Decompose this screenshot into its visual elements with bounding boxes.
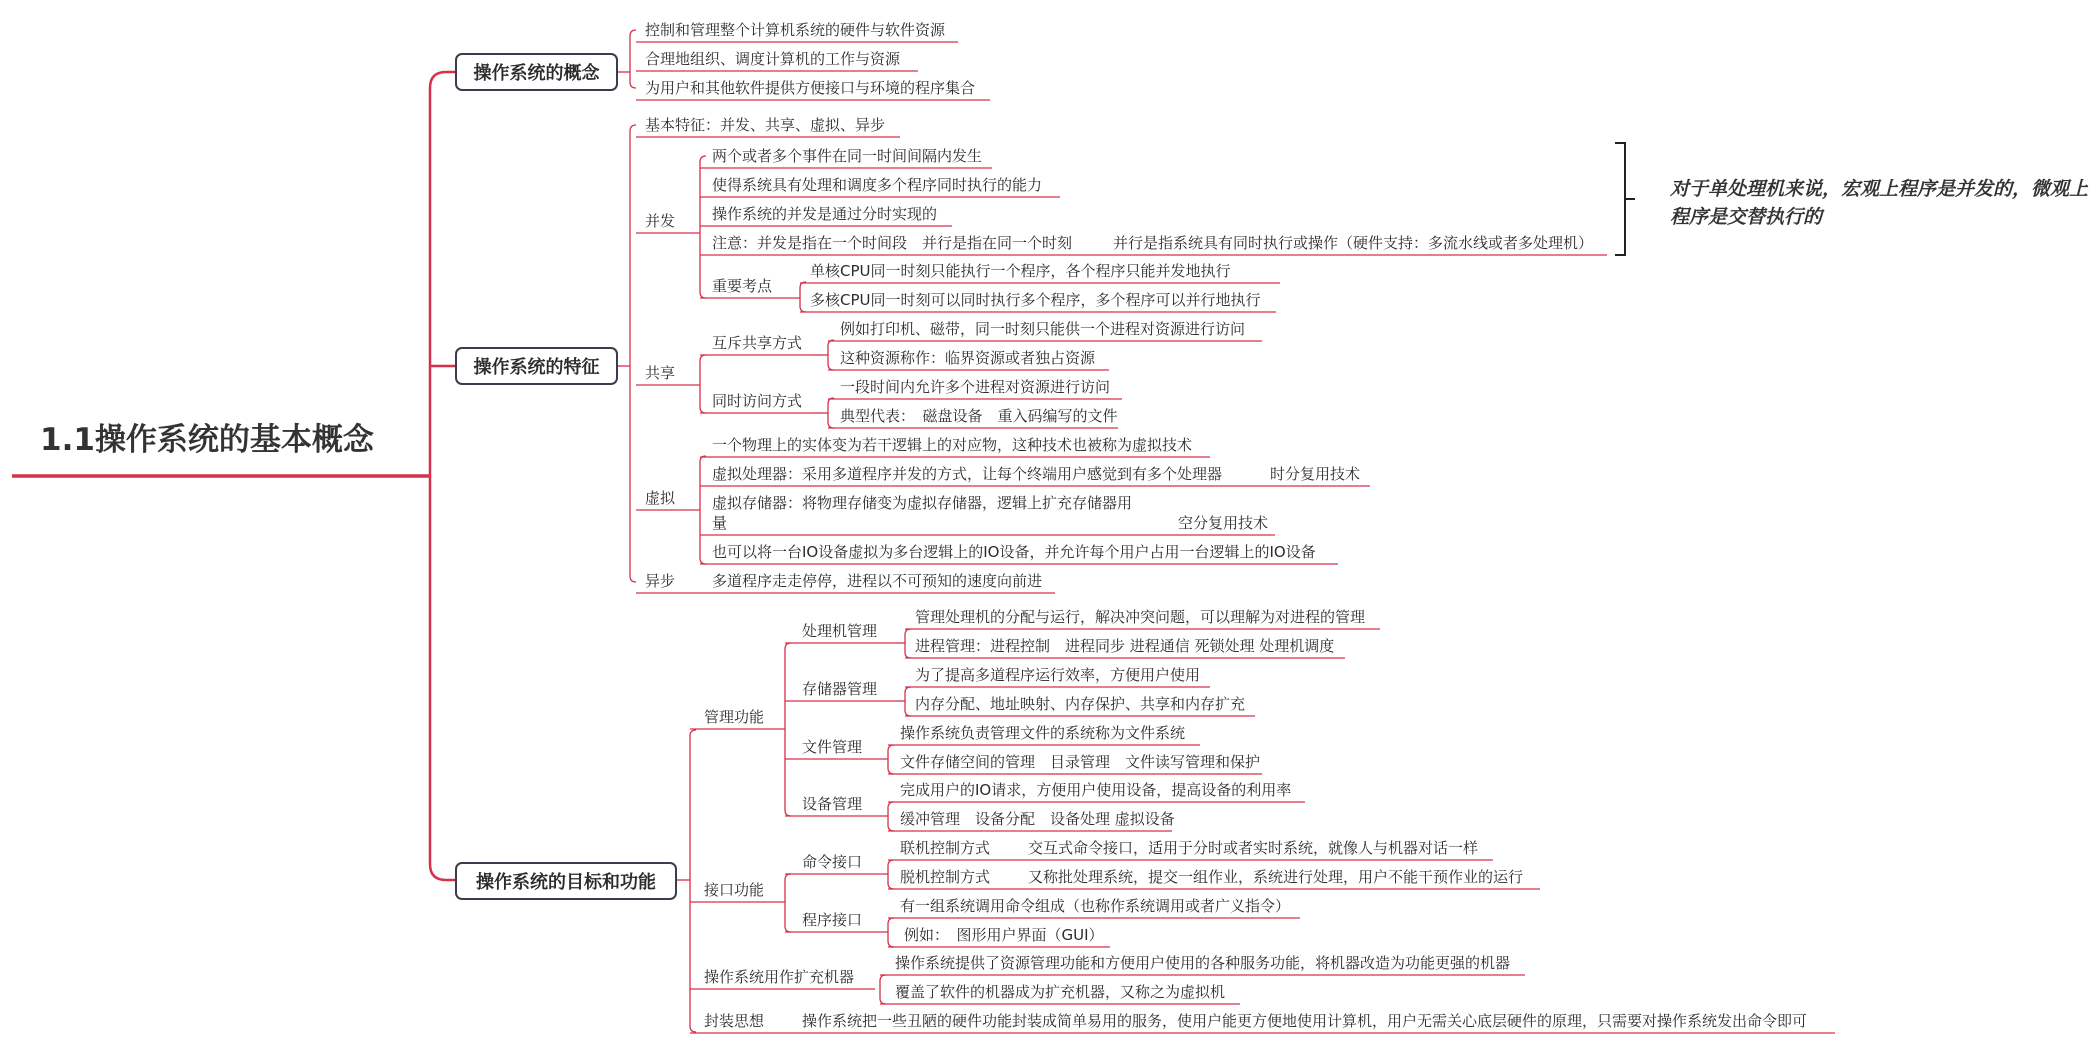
summary-annotation: 对于单处理机来说，宏观上程序是并发的，微观上程序是交替执行的 (1670, 178, 2089, 228)
label-extended-machine: 操作系统用作扩充机器 (704, 968, 855, 986)
label-command-interface: 命令接口 (802, 853, 863, 871)
virtual-processor: 虚拟处理器：采用多道程序并发的方式，让每个终端用户感觉到有多个处理器 (712, 465, 1223, 483)
label-encapsulation: 封装思想 (704, 1012, 765, 1030)
online-control-desc: 交互式命令接口，适用于分时或者实时系统，就像人与机器对话一样 (1028, 839, 1479, 857)
cpu-item: 进程管理：进程控制 进程同步 进程通信 死锁处理 处理机调度 (915, 637, 1335, 655)
file-item: 操作系统负责管理文件的系统称为文件系统 (900, 724, 1186, 742)
label-mutex-sharing: 互斥共享方式 (712, 334, 803, 352)
program-interface-item: 有一组系统调用命令组成（也称作系统调用或者广义指令） (900, 897, 1291, 915)
device-item: 完成用户的IO请求，方便用户使用设备，提高设备的利用率 (900, 781, 1292, 799)
virtual-memory-cont: 量 (712, 514, 728, 532)
label-interface: 接口功能 (704, 881, 765, 899)
topic-goals: 操作系统的目标和功能 (455, 862, 677, 900)
label-memory-management: 存储器管理 (802, 680, 878, 698)
extended-bracket (880, 975, 886, 1004)
basic-features: 基本特征：并发、共享、虚拟、异步 (645, 116, 886, 134)
concurrency-note: 注意：并发是指在一个时间段 并行是指在同一个时刻 (712, 234, 1073, 252)
interface-bracket (785, 874, 791, 932)
simultaneous-item: 一段时间内允许多个进程对资源进行访问 (840, 378, 1111, 396)
topic-features: 操作系统的特征 (455, 347, 618, 385)
concurrency-item: 两个或者多个事件在同一时间间隔内发生 (712, 147, 983, 165)
memory-bracket (905, 687, 911, 716)
summary-brace (1615, 143, 1635, 255)
extended-machine-item: 覆盖了软件的机器成为扩充机器，又称之为虚拟机 (895, 983, 1226, 1001)
concept-item: 合理地组织、调度计算机的工作与资源 (645, 50, 901, 68)
concept-item: 控制和管理整个计算机系统的硬件与软件资源 (645, 21, 946, 39)
label-concurrency: 并发 (645, 212, 676, 230)
cpu-bracket (905, 629, 911, 658)
goals-bracket (690, 730, 696, 1032)
label-key-points: 重要考点 (712, 277, 773, 295)
concept-bracket (630, 30, 636, 88)
concurrency-bracket (700, 156, 706, 298)
virtual-bracket (700, 456, 706, 564)
online-control-label: 联机控制方式 (900, 839, 991, 857)
label-program-interface: 程序接口 (802, 911, 863, 929)
mutex-item: 例如打印机、磁带，同一时刻只能供一个进程对资源进行访问 (840, 320, 1246, 338)
virtual-item: 一个物理上的实体变为若干逻辑上的对应物，这种技术也被称为虚拟技术 (712, 436, 1193, 454)
label-management: 管理功能 (704, 708, 765, 726)
memory-item: 为了提高多道程序运行效率，方便用户使用 (915, 666, 1201, 684)
file-bracket (888, 745, 894, 774)
virtual-item: 也可以将一台IO设备虚拟为多台逻辑上的IO设备，并允许每个用户占用一台逻辑上的IO设备 (712, 543, 1316, 561)
simultaneous-item: 典型代表： 磁盘设备 重入码编写的文件 (840, 407, 1118, 425)
concept-item: 为用户和其他软件提供方便接口与环境的程序集合 (645, 79, 976, 97)
label-simultaneous-access: 同时访问方式 (712, 392, 803, 410)
space-division-tech: 空分复用技术 (1178, 514, 1269, 532)
label-async: 异步 (645, 572, 676, 590)
parallel-note: 并行是指系统具有同时执行或操作（硬件支持：多流水线或者多处理机） (1113, 234, 1594, 252)
label-sharing: 共享 (645, 364, 676, 382)
concurrency-item: 使得系统具有处理和调度多个程序同时执行的能力 (712, 176, 1043, 194)
concurrency-item: 操作系统的并发是通过分时实现的 (712, 205, 938, 223)
label-file-management: 文件管理 (802, 738, 863, 756)
device-bracket (888, 802, 894, 831)
root-topic: 1.1操作系统的基本概念 (40, 422, 374, 458)
key-point-item: 单核CPU同一时刻只能执行一个程序，各个程序只能并发地执行 (810, 262, 1231, 280)
offline-control-desc: 又称批处理系统，提交一组作业，系统进行处理，用户不能干预作业的运行 (1028, 868, 1524, 886)
extended-machine-item: 操作系统提供了资源管理功能和方便用户使用的各种服务功能，将机器改造为功能更强的机器 (895, 954, 1511, 972)
virtual-memory: 虚拟存储器：将物理存储变为虚拟存储器，逻辑上扩充存储器用 (712, 494, 1133, 512)
command-bracket (888, 860, 894, 889)
time-division-tech: 时分复用技术 (1270, 465, 1361, 483)
sharing-bracket (700, 355, 706, 413)
mutex-bracket (828, 340, 834, 370)
key-point-item: 多核CPU同一时刻可以同时执行多个程序，多个程序可以并行地执行 (810, 291, 1261, 309)
label-cpu-management: 处理机管理 (802, 622, 878, 640)
async-item: 多道程序走走停停，进程以不可预知的速度向前进 (712, 572, 1043, 590)
program-bracket (888, 918, 894, 947)
file-item: 文件存储空间的管理 目录管理 文件读写管理和保护 (900, 753, 1261, 771)
management-bracket (785, 643, 791, 816)
memory-item: 内存分配、地址映射、内存保护、共享和内存扩充 (915, 695, 1246, 713)
device-item: 缓冲管理 设备分配 设备处理 虚拟设备 (900, 810, 1175, 828)
simul-bracket (828, 398, 834, 428)
label-device-management: 设备管理 (802, 795, 863, 813)
key-points-bracket (800, 282, 806, 312)
mutex-item: 这种资源称作：临界资源或者独占资源 (840, 349, 1096, 367)
encapsulation-item: 操作系统把一些丑陋的硬件功能封装成简单易用的服务，使用户能更方便地使用计算机，用户无需关心底层硬件的原理，只需要对操作系统发出命令即可 (802, 1012, 1808, 1030)
features-bracket (630, 125, 636, 582)
trunk-to-goals (430, 476, 455, 880)
program-interface-item: 例如： 图形用户界面（GUI） (904, 926, 1104, 944)
trunk-to-concept (430, 72, 455, 476)
cpu-item: 管理处理机的分配与运行，解决冲突问题，可以理解为对进程的管理 (915, 608, 1366, 626)
topic-concept: 操作系统的概念 (455, 53, 618, 91)
offline-control-label: 脱机控制方式 (900, 868, 991, 886)
label-virtual: 虚拟 (645, 489, 676, 507)
